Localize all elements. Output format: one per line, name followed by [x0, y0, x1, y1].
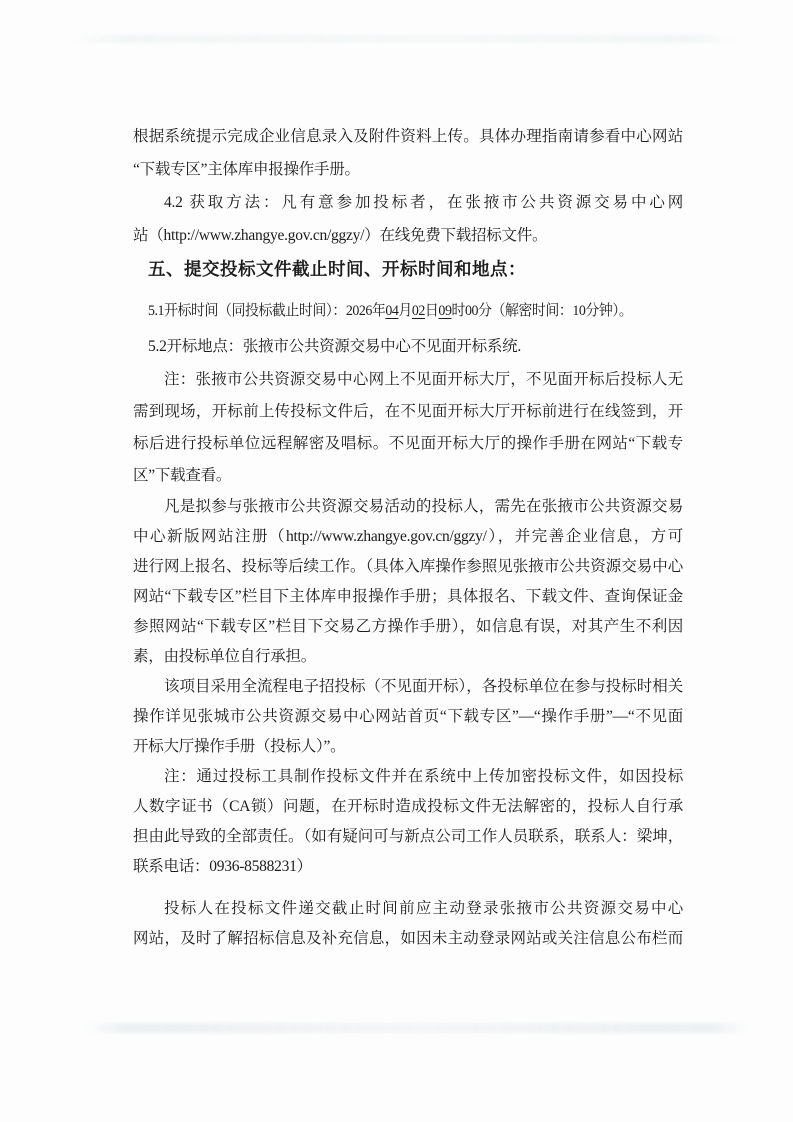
document-line: 进行网上报名、投标等后续工作。（具体入库操作参照见张掖市公共资源交易中心: [133, 558, 683, 575]
document-line: 站（http://www.zhangye.gov.cn/ggzy/）在线免费下载招标文件。: [133, 227, 548, 244]
paragraph-note-remote-bid-opening: [133, 364, 683, 492]
document-line: 该项目采用全流程电子招投标（不见面开标），各投标单位在参与投标时相关: [164, 678, 683, 695]
document-line: 操作详见张城市公共资源交易中心网站首页“下载专区”—“操作手册”—“不见面: [133, 708, 683, 725]
day-unit: 日: [424, 303, 439, 319]
paragraph-e-tendering-notice: [133, 672, 683, 762]
document-line: 中心新版网站注册（http://www.zhangye.gov.cn/ggzy/），并完善企业信息，方可: [133, 528, 683, 545]
paragraph-note-ca-lock: [133, 762, 683, 882]
document-line: 凡是拟参与张掖市公共资源交易活动的投标人，需先在张掖市公共资源交易: [164, 498, 683, 515]
document-line: 标后进行投标单位远程解密及唱标。不见面开标大厅的操作手册在网站“下载专: [133, 435, 683, 452]
clause-5-1-suffix: 时00分（解密时间：10分钟）。: [451, 303, 633, 319]
opening-hour-value: 09: [438, 303, 452, 319]
bleed-through-artifact-top: [70, 35, 740, 43]
paragraph-intro-continuation: [133, 120, 683, 186]
document-line: 网站，及时了解招标信息及补充信息，如因未主动登录网站或关注信息公布栏而: [133, 930, 683, 947]
paragraph-login-reminder: [133, 894, 683, 954]
paragraph-registration-notice: [133, 492, 683, 672]
clause-5-1-prefix: 5.1开标时间（同投标截止时间）：2026年: [148, 303, 386, 319]
document-line: 根据系统提示完成企业信息录入及附件资料上传。具体办理指南请参看中心网站: [133, 128, 683, 145]
paragraph-clause-4-2: [133, 186, 683, 252]
clause-5-1-text: [148, 294, 632, 329]
document-line: “下载专区”主体库申报操作手册。: [133, 161, 360, 178]
document-line: 人数字证书（CA锁）问题，在开标时造成投标文件无法解密的，投标人自行承: [133, 798, 683, 815]
document-line: 注：通过投标工具制作投标文件并在系统中上传加密投标文件，如因投标: [164, 768, 683, 785]
month-unit: 月: [398, 303, 412, 319]
document-body: [133, 120, 683, 954]
clause-5-1-bid-opening-time: [133, 293, 683, 329]
document-line: 联系电话：0936-8588231）: [133, 858, 312, 875]
section-5-heading: 五、提交投标文件截止时间、开标时间和地点：: [148, 259, 526, 279]
document-line: 素，由投标单位自行承担。: [133, 648, 317, 665]
opening-month-value: 04: [385, 303, 399, 319]
document-line: 注：张掖市公共资源交易中心网上不见面开标大厅，不见面开标后投标人无: [164, 371, 683, 388]
bleed-through-artifact-bottom: [85, 1023, 750, 1033]
document-line: 担由此导致的全部责任。（如有疑问可与新点公司工作人员联系，联系人：梁坤，: [133, 828, 683, 845]
document-line: 网站“下载专区”栏目下主体库申报操作手册；具体报名、下载文件、查询保证金: [133, 588, 683, 605]
clause-5-2-bid-opening-place: 5.2开标地点：张掖市公共资源交易中心不见面开标系统.: [148, 338, 522, 355]
document-line: 参照网站“下载专区”栏目下交易乙方操作手册），如信息有误，对其产生不利因: [133, 618, 683, 635]
document-line: 开标大厅操作手册（投标人）”。: [133, 738, 346, 755]
document-line: 需到现场，开标前上传投标文件后，在不见面开标大厅开标前进行在线签到，开: [133, 403, 683, 420]
document-line: 区”下载查看。: [133, 467, 232, 484]
document-line: 投标人在投标文件递交截止时间前应主动登录张掖市公共资源交易中心: [164, 900, 683, 917]
document-line: 4.2 获取方法：凡有意参加投标者，在张掖市公共资源交易中心网: [164, 194, 683, 211]
opening-day-value: 02: [411, 303, 425, 319]
